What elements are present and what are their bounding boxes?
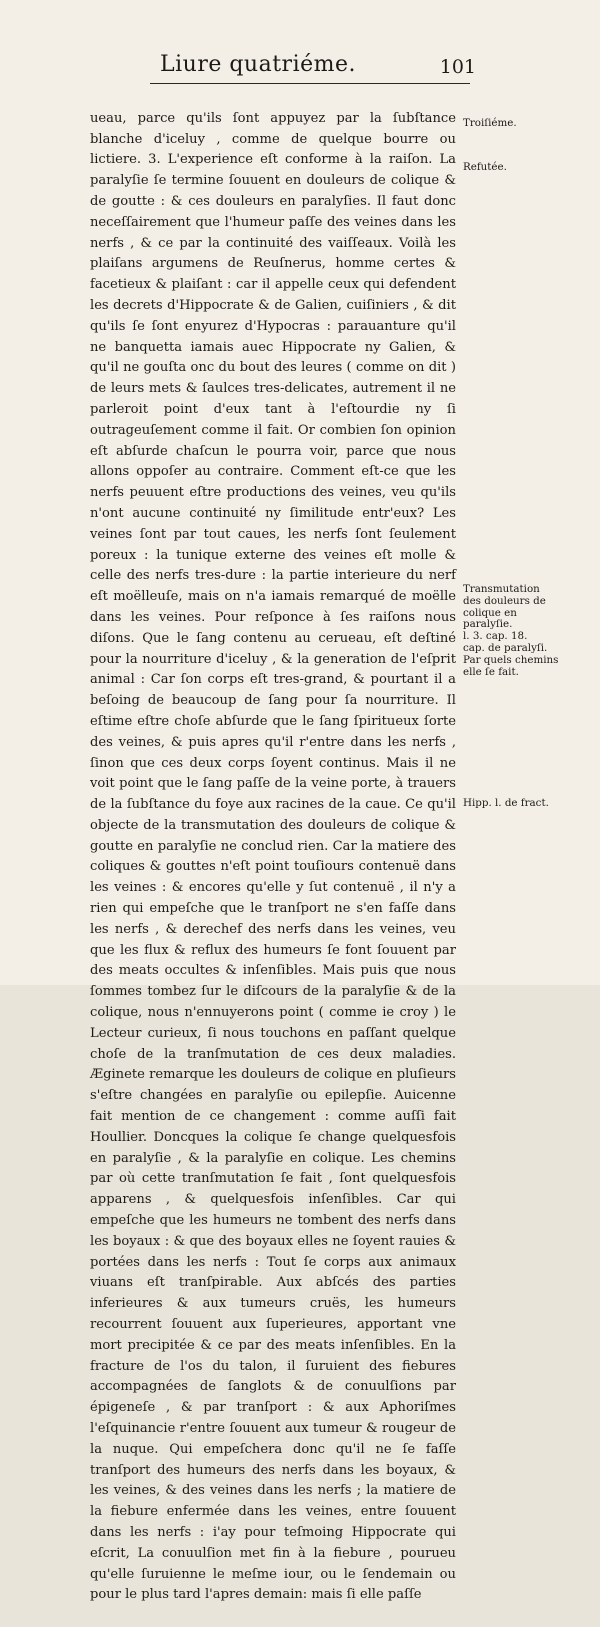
body-text <box>90 88 456 1627</box>
margin-note-refutee: Refutée. <box>463 161 507 173</box>
margin-note-transmutation: Transmutation des douleurs de colique en paralyſie. l. 3. cap. 18. cap. de paralyſi. Par quels chemins elle ſe fait. <box>463 583 559 678</box>
page-number: 101 <box>439 56 476 78</box>
running-head: Liure quatriéme. <box>160 52 356 77</box>
main-paragraph: ueau, parce qu'ils ſont appuyez par la ſubſtance blanche d'iceluy , comme de quelque bourre ou lictiere. 3. L'experience eſt conforme à la raiſon. La paralyſie ſe termine ſouuent en douleurs de colique & de goutte : & ces douleurs en paralyſies. Il faut donc neceſſairement que l'humeur paſſe des veines dans les nerfs , & ce par la continuité des vaiſſeaux. Voilà les plaiſans argumens de Reuſnerus, homme certes & facetieux & plaiſant : car il appelle ceux qui defendent les decrets d'Hippocrate & de Galien, cuiſiniers , & dit qu'ils ſe ſont enyurez d'Hypocras : parauanture qu'il ne banquetta iamais auec Hippocrate ny Galien, & qu'il ne gouſta onc du bout des leures ( comme on dit ) de leurs mets & ſaulces tres-delicates, autrement il ne parleroit point d'eux tant à l'eſtourdie ny ſi outrageuſement comme il fait. Or combien ſon opinion eſt abſurde chaſcun le pourra voir, parce que nous allons oppoſer au contraire. Comment eſt-ce que les nerfs peuuent eſtre productions des veines, veu qu'ils n'ont aucune continuité ny ſimilitude entr'eux? Les veines ſont par tout caues, les nerfs ſont ſeulement poreux : la tunique externe des veines eſt molle & celle des nerfs tres-dure : la partie interieure du nerf eſt moëlleuſe, mais on n'a iamais remarqué de moëlle dans les veines. Pour reſponce à ſes raiſons nous diſons. Que le ſang contenu au cerueau, eſt deſtiné pour la nourriture d'iceluy , & la generation de l'eſprit animal : Car ſon corps eſt tres-grand, & pourtant il a beſoing de beaucoup de ſang pour ſa nourriture. Il eſtime eſtre choſe abſurde que le ſang ſpiritueux ſorte des veines, & puis apres qu'il r'entre dans les nerfs , ſinon que ces deux corps ſoyent continus. Mais il ne voit point que le ſang paſſe de la veine porte, à trauers de la ſubſtance du foye aux racines de la caue. Ce qu'il objecte de la transmutation des douleurs de colique & goutte en paralyſie ne conclud rien. Car la matiere des coliques & gouttes n'eſt point touſiours contenuë dans les veines : & encores qu'elle y ſut contenuë , il n'y a rien qui empeſche que le tranſport ne s'en faſſe dans les nerfs , & derechef des nerfs dans les veines, veu que les flux & reflux des humeurs ſe font ſouuent par des meats occultes & inſenſibles. Mais puis que nous ſommes tombez ſur le diſcours de la paralyſie & de la colique, nous n'ennuyerons point ( comme ie croy ) le Lecteur curieux, ſi nous touchons en paſſant quelque choſe de la tranſmutation de ces deux maladies. Æginete remarque les douleurs de colique en pluſieurs s'eſtre changées en paralyſie ou epilepſie. Auicenne fait mention de ce changement : comme auſſi fait Houllier. Doncques la colique ſe change quelquesfois en paralyſie , & la paralyſie en colique. Les chemins par où cette tranſmutation ſe fait , ſont quelquesfois apparens , & quelquesfois inſenſibles. Car qui empeſche que les humeurs ne tombent des nerfs dans les boyaux : & que des boyaux elles ne ſoyent rauies & portées dans les nerfs : Tout ſe corps aux animaux viuans eſt tranſpirable. Aux abſcés des parties inferieures & aux tumeurs cruës, les humeurs recourrent ſouuent aux ſuperieures, apportant vne mort precipitée & ce par des meats inſenſibles. En la fracture de l'os du talon, il ſuruient des fiebures accompagnées de ſanglots & de conuulſions par épigeneſe , & par tranſport : & aux Aphoriſmes l'eſquinancie r'entre ſouuent aux tumeur & rougeur de la nuque. Qui empeſchera donc qu'il ne ſe faſſe tranſport des humeurs des nerfs dans les boyaux, & les veines, & des veines dans les nerfs ; la matiere de la fiebure enfermée dans les veines, entre ſouuent dans les nerfs : i'ay pour teſmoing Hippocrate qui eſcrit, La conuulſion met fin à la fiebure , pourueu qu'elle ſuruienne le meſme iour, ou le ſendemain ou pour le plus tard l'apres demain: mais ſi elle paſſe <box>90 110 456 1603</box>
header-rule <box>150 83 470 84</box>
margin-note-troisieme: Troiſiéme. <box>463 117 517 129</box>
page-header <box>150 52 476 84</box>
margin-note-hipp: Hipp. l. de fract. <box>463 797 549 809</box>
